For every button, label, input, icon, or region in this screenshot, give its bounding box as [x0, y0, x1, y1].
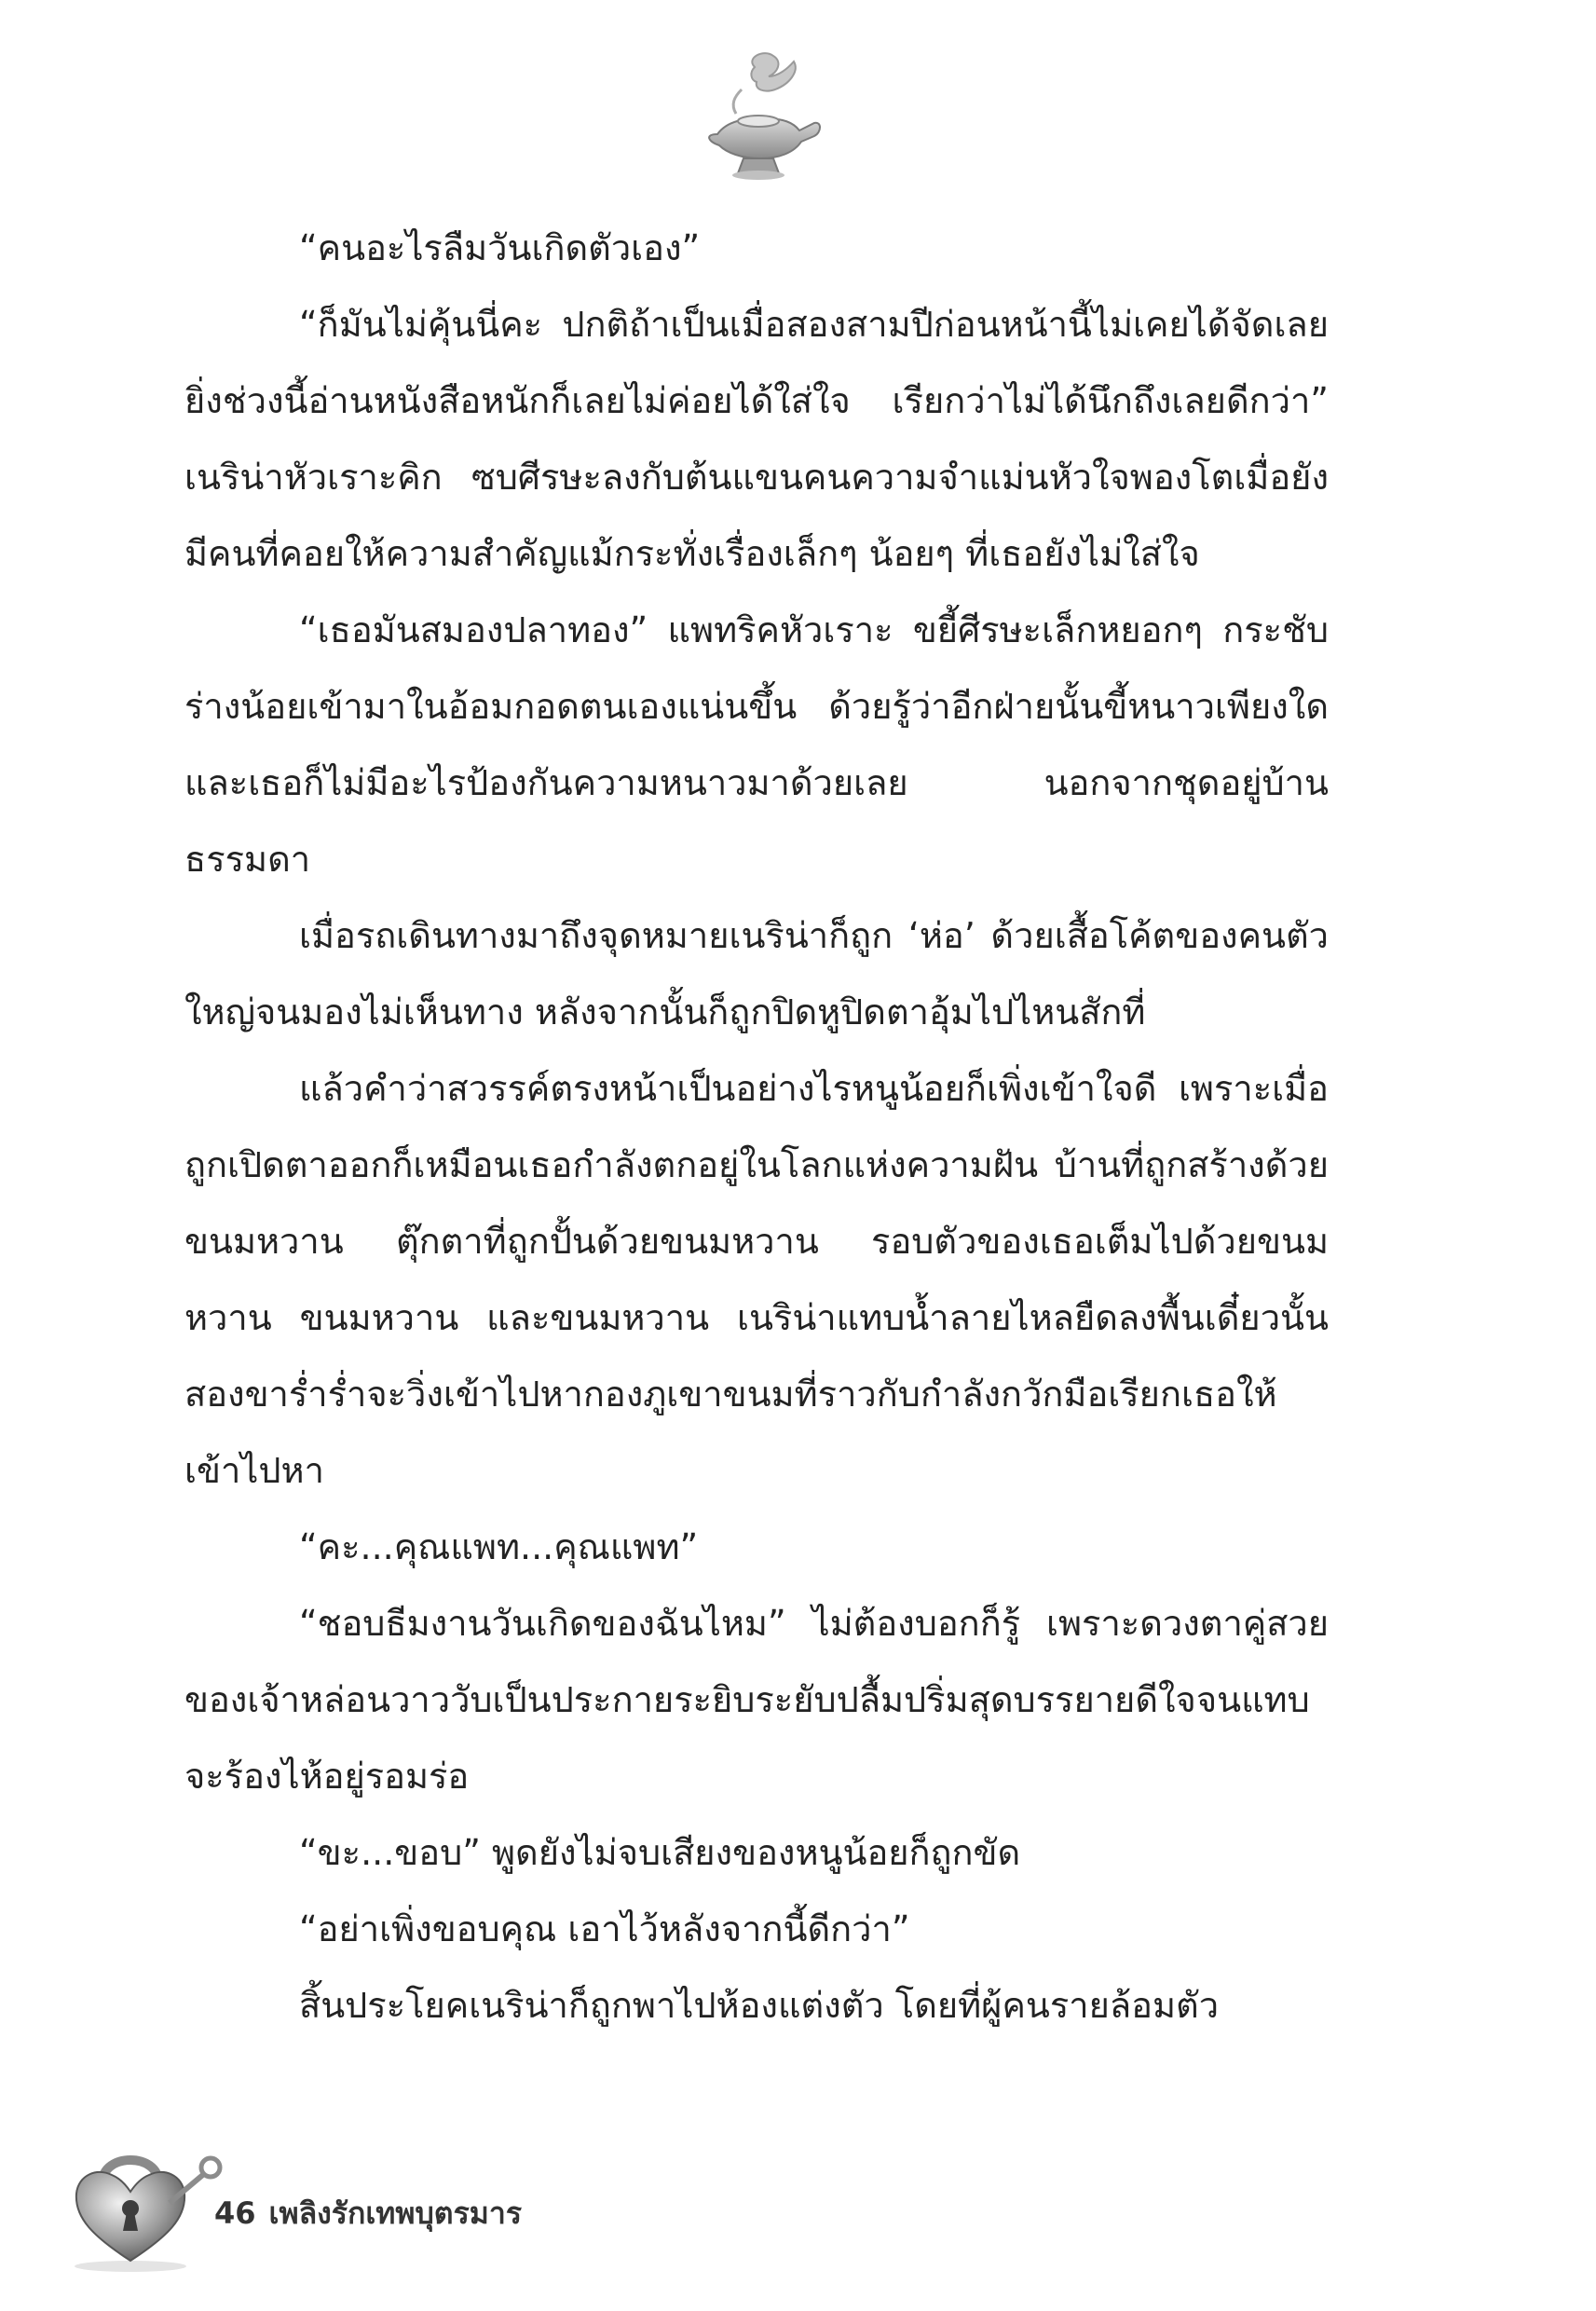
- page-number: 46: [214, 2195, 256, 2231]
- paragraph: “คะ...คุณแพท...คุณแพท”: [299, 1526, 699, 1567]
- story-text-body: [184, 210, 1329, 2044]
- paragraph: “เธอมันสมองปลาทอง” แพทริคหัวเราะ ขยี้ศีรษะเล็กหยอกๆ กระชับร่างน้อยเข้ามาในอ้อมกอดตนเองแน่นขึ้น ด้วยรู้ว่าอีกฝ่ายนั้นขี้หนาวเพียงใด และเธอก็ไม่มีอะไรป้องกันความหนาวมาด้วยเลย นอกจากชุดอยู่บ้านธรรมดา: [184, 609, 1329, 880]
- footer-text: [214, 2190, 522, 2237]
- paragraph: สิ้นประโยคเนริน่าก็ถูกพาไปห้องแต่งตัว โดยที่ผู้คนรายล้อมตัว: [299, 1985, 1220, 2026]
- paragraph: แล้วคำว่าสวรรค์ตรงหน้าเป็นอย่างไรหนูน้อยก็เพิ่งเข้าใจดี เพราะเมื่อถูกเปิดตาออกก็เหมือนเธอกำลังตกอยู่ในโลกแห่งความฝัน บ้านที่ถูกสร้างด้วยขนมหวาน ตุ๊กตาที่ถูกปั้นด้วยขนมหวาน รอบตัวของเธอเต็มไปด้วยขนมหวาน ขนมหวาน และขนมหวาน เนริน่าแทบน้ำลายไหลยืดลงพื้นเดี๋ยวนั้น สองขาร่ำร่ำจะวิ่งเข้าไปหากองภูเขาขนมที่ราวกับกำลังกวักมือเรียกเธอให้เข้าไปหา: [184, 1068, 1329, 1491]
- paragraph: “คนอะไรลืมวันเกิดตัวเอง”: [299, 227, 701, 268]
- paragraph: เมื่อรถเดินทางมาถึงจุดหมายเนริน่าก็ถูก ‘ห่อ’ ด้วยเสื้อโค้ตของคนตัวใหญ่จนมองไม่เห็นทาง หลังจากนั้นก็ถูกปิดหูปิดตาอุ้มไปไหนสักที่: [184, 915, 1329, 1032]
- paragraph: “ขะ...ขอบ” พูดยังไม่จบเสียงของหนูน้อยก็ถูกขัด: [299, 1832, 1021, 1873]
- book-title: เพลิงรักเทพบุตรมาร: [268, 2195, 523, 2231]
- paragraph: “อย่าเพิ่งขอบคุณ เอาไว้หลังจากนี้ดีกว่า”: [299, 1908, 910, 1949]
- genie-lamp-ornament-icon: [689, 48, 829, 188]
- paragraph: “ชอบธีมงานวันเกิดของฉันไหม” ไม่ต้องบอกก็รู้ เพราะดวงตาคู่สวยของเจ้าหล่อนวาววับเป็นประกายระยิบระยับปลื้มปริ่มสุดบรรยายดีใจจนแทบจะร้องไห้อยู่รอมร่อ: [184, 1603, 1329, 1797]
- paragraph: “ก็มันไม่คุ้นนี่คะ ปกติถ้าเป็นเมื่อสองสามปีก่อนหน้านี้ไม่เคยได้จัดเลย ยิ่งช่วงนี้อ่านหนังสือหนักก็เลยไม่ค่อยได้ใส่ใจ เรียกว่าไม่ได้นึกถึงเลยดีกว่า” เนริน่าหัวเราะคิก ซบศีรษะลงกับต้นแขนคนความจำแม่นหัวใจพองโตเมื่อยังมีคนที่คอยให้ความสำคัญแม้กระทั่งเรื่องเล็กๆ น้อยๆ ที่เธอยังไม่ใส่ใจ: [184, 304, 1329, 574]
- page-footer: [65, 2134, 717, 2274]
